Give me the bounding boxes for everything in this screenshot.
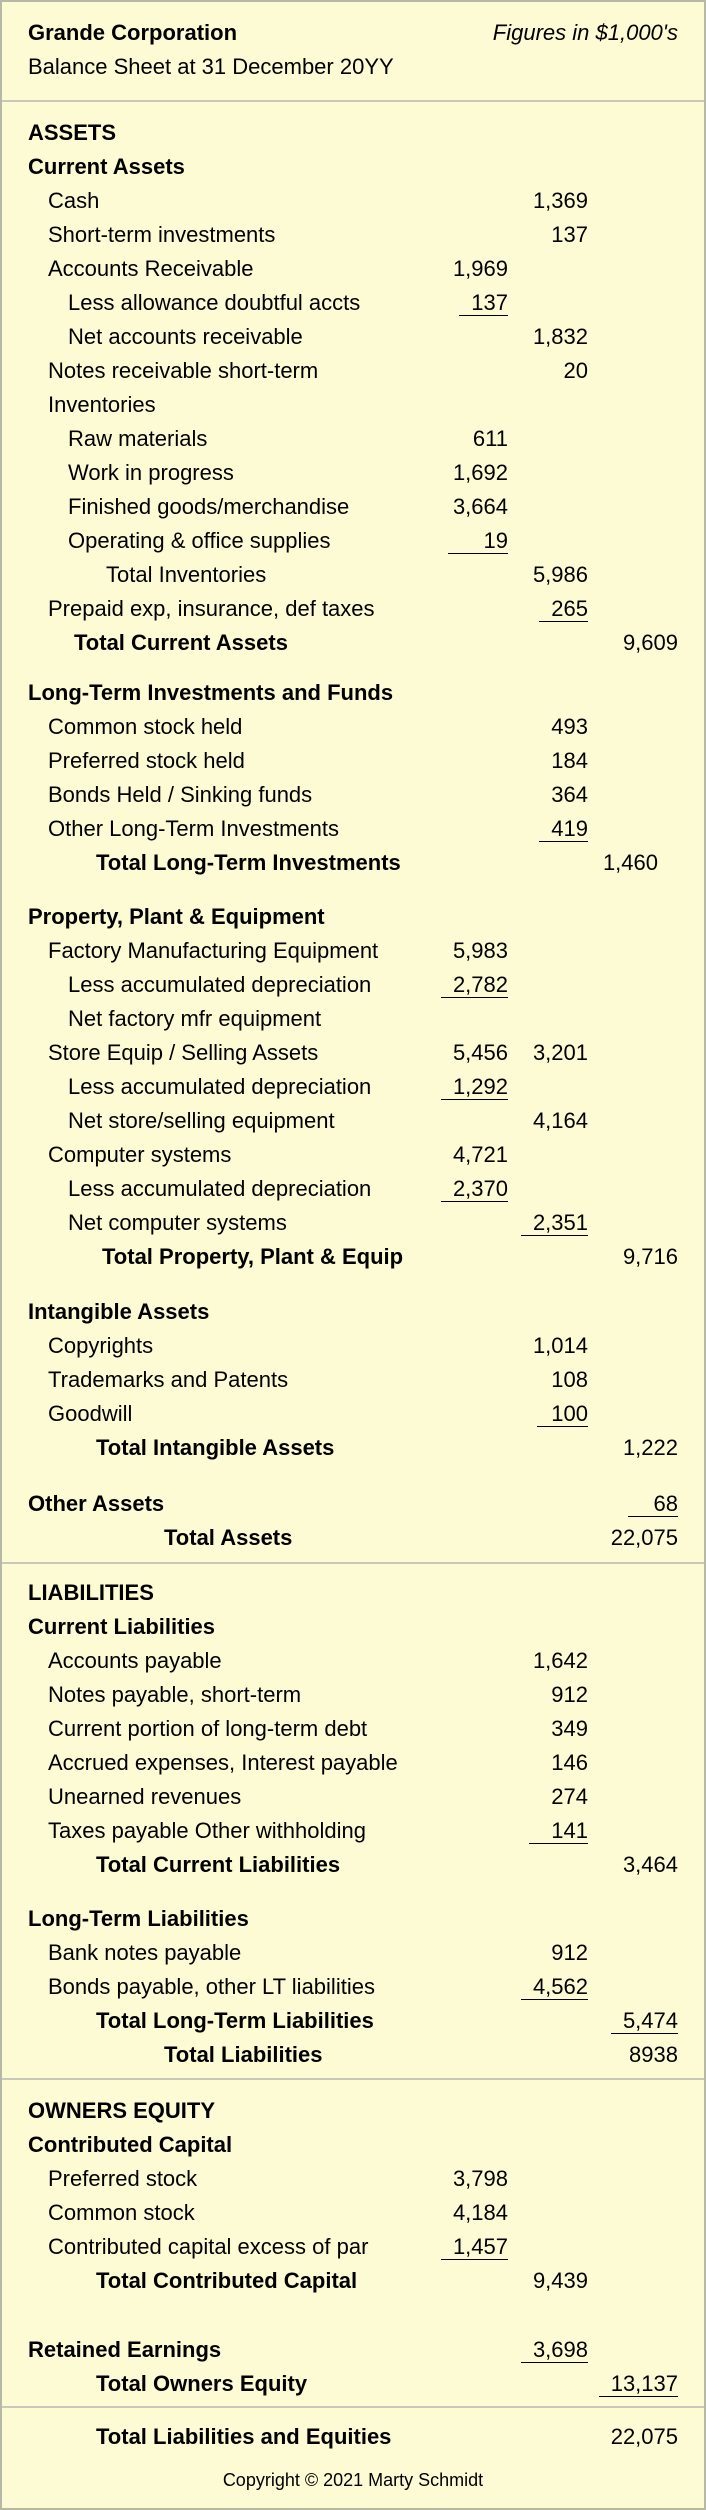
section-heading: Current Liabilities	[28, 1614, 216, 1639]
section-heading: Property, Plant & Equipment	[28, 904, 325, 929]
total-row	[2, 2004, 704, 2038]
line-label: Unearned revenues	[48, 1784, 242, 1809]
line-value: 4,721	[452, 1142, 508, 1167]
line-item	[2, 1712, 704, 1746]
line-item	[2, 1970, 704, 2004]
assets-heading: ASSETS	[28, 120, 117, 145]
line-label: Net factory mfr equipment	[68, 1006, 322, 1031]
total-label: Total Liabilities	[164, 2042, 323, 2067]
total-value: 9,716	[622, 1244, 678, 1269]
line-label: Taxes payable Other withholding	[48, 1818, 366, 1843]
line-item	[2, 968, 704, 1002]
line-value: 3,664	[452, 494, 508, 519]
line-value: 4,164	[532, 1108, 588, 1133]
line-label: Bank notes payable	[48, 1940, 242, 1965]
liabilities-section	[2, 1576, 704, 1882]
divider	[2, 2078, 704, 2080]
line-item	[2, 1329, 704, 1363]
line-label: Bonds Held / Sinking funds	[48, 782, 313, 807]
grand-total-section	[2, 2420, 704, 2454]
line-label: Accounts Receivable	[48, 256, 254, 281]
line-item	[2, 1746, 704, 1780]
line-item	[2, 1487, 704, 1521]
total-label: Total Current Assets	[74, 630, 288, 655]
line-item	[2, 558, 704, 592]
line-value: 1,369	[532, 188, 588, 213]
line-value: 493	[551, 714, 588, 739]
line-value: 3,201	[532, 1040, 588, 1065]
line-value: 68	[628, 1491, 678, 1517]
line-value: 2,782	[441, 972, 508, 998]
line-label: Net computer systems	[68, 1210, 287, 1235]
divider	[2, 1562, 704, 1564]
liabilities-heading: LIABILITIES	[28, 1580, 154, 1605]
total-value: 5,474	[611, 2008, 678, 2034]
divider	[2, 2406, 704, 2408]
line-label: Work in progress	[68, 460, 234, 485]
line-label: Notes receivable short-term	[48, 358, 319, 383]
line-item	[2, 2162, 704, 2196]
total-value: 1,460	[602, 850, 658, 875]
line-label: Store Equip / Selling Assets	[48, 1040, 319, 1065]
total-value: 1,222	[622, 1435, 678, 1460]
current-assets-heading: Current Assets	[28, 154, 185, 179]
line-item	[2, 812, 704, 846]
line-label: Cash	[48, 188, 100, 213]
line-value: 108	[551, 1367, 588, 1392]
line-label: Prepaid exp, insurance, def taxes	[48, 596, 375, 621]
line-item	[2, 1070, 704, 1104]
line-label: Less accumulated depreciation	[68, 1176, 372, 1201]
line-item	[2, 184, 704, 218]
line-value: 19	[448, 528, 508, 554]
line-item	[2, 1036, 704, 1070]
section-heading: Contributed Capital	[28, 2132, 233, 2157]
line-label: Notes payable, short-term	[48, 1682, 302, 1707]
line-label: Preferred stock held	[48, 748, 245, 773]
total-label: Total Assets	[164, 1525, 293, 1550]
line-label: Computer systems	[48, 1142, 232, 1167]
line-value: 5,456	[452, 1040, 508, 1065]
line-value: 184	[551, 748, 588, 773]
line-value: 2,370	[441, 1176, 508, 1202]
line-label: Bonds payable, other LT liabilities	[48, 1974, 375, 1999]
total-value: 9,609	[622, 630, 678, 655]
line-item	[2, 252, 704, 286]
total-label: Total Current Liabilities	[96, 1852, 341, 1877]
sheet-subtitle: Balance Sheet at 31 December 20YY	[28, 54, 394, 79]
section-heading: Long-Term Liabilities	[28, 1906, 249, 1931]
intangible-assets-section	[2, 1295, 704, 1465]
total-value: 9,439	[532, 2268, 588, 2293]
line-item	[2, 1104, 704, 1138]
assets-section	[2, 116, 704, 660]
line-label: Common stock held	[48, 714, 243, 739]
line-item	[2, 710, 704, 744]
total-label: Total Long-Term Investments	[96, 850, 401, 875]
total-label: Total Contributed Capital	[96, 2268, 358, 2293]
line-value: 137	[459, 290, 508, 316]
line-value: 3,798	[452, 2166, 508, 2191]
line-item	[2, 1397, 704, 1431]
line-label: Less accumulated depreciation	[68, 1074, 372, 1099]
line-item	[2, 218, 704, 252]
long-term-investments-section	[2, 676, 704, 880]
total-value: 13,137	[599, 2371, 678, 2397]
line-value: 1,832	[532, 324, 588, 349]
line-item	[2, 1363, 704, 1397]
line-item	[2, 490, 704, 524]
section-heading: Long-Term Investments and Funds	[28, 680, 394, 705]
total-row	[2, 2264, 704, 2298]
line-item	[2, 592, 704, 626]
total-value: 8938	[629, 2042, 678, 2067]
line-item	[2, 1678, 704, 1712]
equity-section	[2, 2094, 704, 2298]
line-value: 1,014	[532, 1333, 588, 1358]
line-value: 1,292	[441, 1074, 508, 1100]
line-item	[2, 354, 704, 388]
total-row	[2, 2420, 704, 2454]
line-label: Current portion of long-term debt	[48, 1716, 368, 1741]
line-label: Net accounts receivable	[68, 324, 303, 349]
line-value: 611	[472, 426, 508, 451]
line-label: Operating & office supplies	[68, 528, 331, 553]
total-row	[2, 626, 704, 660]
line-label: Short-term investments	[48, 222, 276, 247]
line-value: 349	[551, 1716, 588, 1741]
line-item	[2, 744, 704, 778]
line-item	[2, 1780, 704, 1814]
line-item	[2, 2230, 704, 2264]
total-row	[2, 846, 704, 880]
copyright-notice: Copyright © 2021 Marty Schmidt	[222, 2470, 484, 2490]
figures-note: Figures in $1,000's	[492, 20, 678, 45]
line-label: Accrued expenses, Interest payable	[48, 1750, 398, 1775]
total-row	[2, 2038, 704, 2072]
divider	[2, 100, 704, 102]
total-label: Total Liabilities and Equities	[96, 2424, 392, 2449]
line-value: 912	[551, 1682, 588, 1707]
line-value: 5,986	[532, 562, 588, 587]
line-value: 4,562	[521, 1974, 588, 2000]
line-value: 141	[529, 1818, 588, 1844]
line-value: 1,969	[452, 256, 508, 281]
total-row	[2, 2367, 704, 2401]
line-item	[2, 1814, 704, 1848]
retained-earnings-section	[2, 2333, 704, 2401]
line-item	[2, 388, 704, 422]
line-value: 1,692	[452, 460, 508, 485]
total-row	[2, 1431, 704, 1465]
line-value: 146	[551, 1750, 588, 1775]
total-label: Total Property, Plant & Equip	[102, 1244, 404, 1269]
equity-heading: OWNERS EQUITY	[28, 2098, 216, 2123]
line-item	[2, 778, 704, 812]
line-item	[2, 934, 704, 968]
line-value: 100	[537, 1401, 588, 1427]
line-item	[2, 286, 704, 320]
long-term-liabilities-section	[2, 1902, 704, 2072]
line-label: Trademarks and Patents	[48, 1367, 289, 1392]
ppe-section	[2, 900, 704, 1274]
total-row	[2, 1848, 704, 1882]
line-label: Raw materials	[68, 426, 208, 451]
total-label: Total Long-Term Liabilities	[96, 2008, 374, 2033]
line-value: 3,698	[521, 2337, 588, 2363]
line-value: 1,642	[532, 1648, 588, 1673]
line-label: Finished goods/merchandise	[68, 494, 350, 519]
total-value: 22,075	[610, 1525, 678, 1550]
line-value: 419	[539, 816, 588, 842]
line-label: Copyrights	[48, 1333, 154, 1358]
line-item	[2, 1936, 704, 1970]
total-label: Total Owners Equity	[96, 2371, 308, 2396]
line-label: Other Long-Term Investments	[48, 816, 340, 841]
line-label: Preferred stock	[48, 2166, 198, 2191]
line-item	[2, 1206, 704, 1240]
total-row	[2, 1240, 704, 1274]
line-label: Less accumulated depreciation	[68, 972, 372, 997]
company-name: Grande Corporation	[28, 20, 238, 45]
line-value: 274	[551, 1784, 588, 1809]
line-value: 912	[551, 1940, 588, 1965]
line-value: 5,983	[452, 938, 508, 963]
line-label: Other Assets	[28, 1491, 165, 1516]
total-row	[2, 1521, 704, 1555]
line-item	[2, 2333, 704, 2367]
line-item	[2, 1172, 704, 1206]
line-value: 1,457	[441, 2234, 508, 2260]
line-label: Factory Manufacturing Equipment	[48, 938, 379, 963]
line-item	[2, 1138, 704, 1172]
line-item	[2, 1644, 704, 1678]
line-value: 137	[551, 222, 588, 247]
line-label: Less allowance doubtful accts	[68, 290, 361, 315]
line-value: 364	[551, 782, 588, 807]
line-item	[2, 524, 704, 558]
line-label: Accounts payable	[48, 1648, 222, 1673]
total-value: 3,464	[622, 1852, 678, 1877]
line-item	[2, 456, 704, 490]
line-item	[2, 320, 704, 354]
line-value: 265	[539, 596, 588, 622]
total-value: 22,075	[610, 2424, 678, 2449]
line-value: 20	[563, 358, 588, 383]
other-assets-section	[2, 1487, 704, 1555]
total-label: Total Intangible Assets	[96, 1435, 335, 1460]
inventories-heading: Inventories	[48, 392, 156, 417]
line-item	[2, 1002, 704, 1036]
line-label: Goodwill	[48, 1401, 133, 1426]
section-heading: Intangible Assets	[28, 1299, 210, 1324]
line-label: Contributed capital excess of par	[48, 2234, 369, 2259]
line-value: 4,184	[452, 2200, 508, 2225]
line-label: Common stock	[48, 2200, 195, 2225]
line-label: Retained Earnings	[28, 2337, 222, 2362]
line-item	[2, 2196, 704, 2230]
line-label: Net store/selling equipment	[68, 1108, 335, 1133]
line-value: 2,351	[521, 1210, 588, 1236]
line-item	[2, 422, 704, 456]
line-label: Total Inventories	[106, 562, 267, 587]
